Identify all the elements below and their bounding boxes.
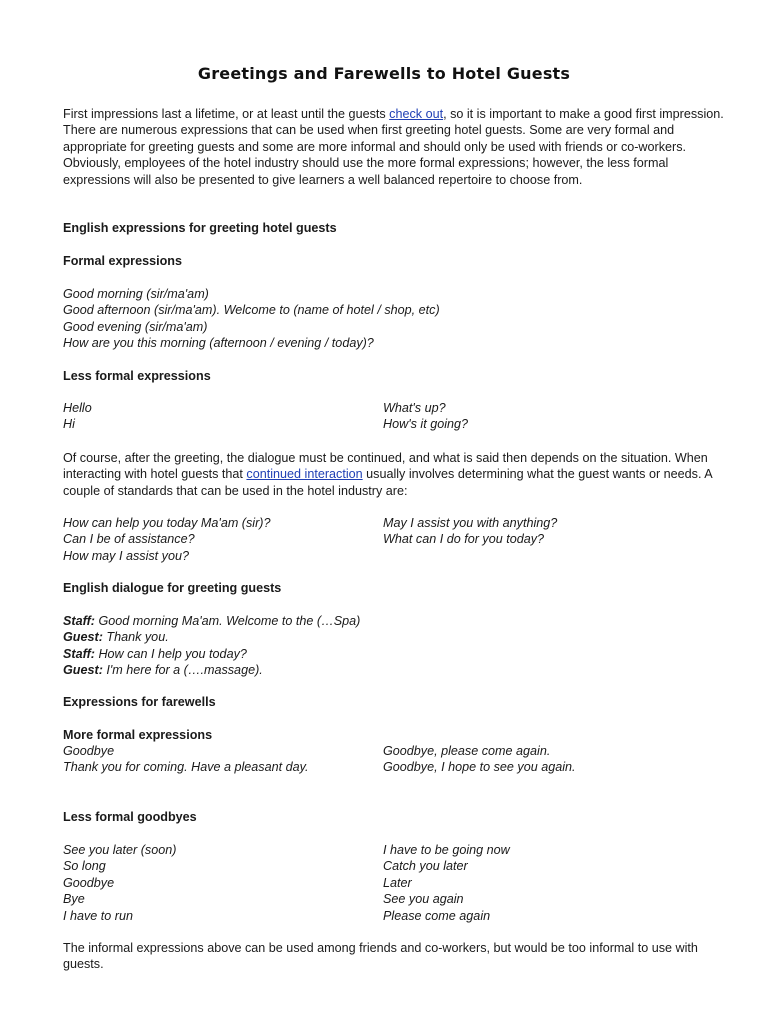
- dialogue-line: [63, 646, 735, 662]
- dialogue-text: I'm here for a (….massage).: [102, 663, 263, 678]
- table-row: [63, 858, 735, 874]
- dialogue-line: [63, 629, 735, 645]
- continuation-text-start: Of course, after the greeting, the dialogue must be continued, and what is said then depends on the situation. When interacting with hotel guests that: [63, 451, 708, 482]
- more-formal-expressions-heading: More formal expressions: [63, 728, 213, 742]
- list-item: I have to be going now: [383, 843, 510, 857]
- continuation-text-end: usually involves determining what the guest wants or needs. A couple of standards that can be used in the hotel industry are:: [63, 467, 712, 498]
- list-item: How are you this morning (afternoon / evening / today)?: [63, 336, 374, 351]
- dialogue-line: [63, 662, 735, 678]
- formal-farewells-table: [63, 743, 735, 776]
- list-item: Goodbye, I hope to see you again.: [383, 760, 576, 775]
- list-item: Thank you for coming. Have a pleasant day.: [63, 760, 309, 775]
- speaker-label: Guest:: [63, 663, 103, 678]
- list-item: [383, 548, 723, 564]
- check-out-link[interactable]: check out: [389, 107, 444, 121]
- page-title: Greetings and Farewells to Hotel Guests: [197, 64, 571, 83]
- farewells-heading: Expressions for farewells: [63, 695, 216, 709]
- dialogue-text: How can I help you today?: [94, 646, 247, 661]
- list-item: So long: [63, 859, 106, 874]
- table-row: [63, 875, 735, 891]
- table-row: [63, 743, 735, 759]
- list-item: Hello: [63, 401, 92, 415]
- speaker-label: Staff:: [63, 614, 95, 628]
- list-item: How can help you today Ma'am (sir)?: [63, 516, 271, 530]
- list-item: I have to run: [63, 908, 134, 923]
- continuation-paragraph: [63, 450, 735, 499]
- formal-expressions-list: [63, 286, 735, 352]
- list-item: Good evening (sir/ma'am): [63, 319, 208, 334]
- formal-expressions-heading: Formal expressions: [63, 254, 182, 268]
- closing-paragraph: The informal expressions above can be used among friends and co-workers, but would be too informal to use with guests.: [63, 941, 698, 972]
- table-row: [63, 515, 735, 531]
- list-item: See you later (soon): [63, 843, 177, 857]
- less-formal-expressions-heading: Less formal expressions: [63, 369, 211, 383]
- table-row: [63, 531, 735, 547]
- speaker-label: Guest:: [63, 630, 103, 645]
- list-item: How may I assist you?: [63, 548, 189, 563]
- table-row: [63, 759, 735, 775]
- list-item: Bye: [63, 892, 85, 907]
- list-item: May I assist you with anything?: [383, 516, 558, 530]
- less-formal-goodbyes-heading: Less formal goodbyes: [63, 810, 197, 824]
- intro-paragraph: [63, 106, 735, 188]
- table-row: [63, 908, 735, 924]
- less-formal-expressions-table: [63, 400, 735, 433]
- standard-phrases-table: [63, 515, 735, 564]
- list-item: Hi: [63, 417, 75, 432]
- intro-text-start: First impressions last a lifetime, or at least until the guests: [63, 107, 390, 121]
- table-row: [63, 891, 735, 907]
- dialogue-lines: [63, 613, 735, 679]
- dialogue-line: [63, 613, 735, 629]
- list-item: Later: [383, 875, 412, 890]
- dialogue-text: Thank you.: [102, 630, 169, 645]
- list-item: See you again: [383, 892, 464, 907]
- list-item: Catch you later: [383, 859, 468, 874]
- dialogue-heading: English dialogue for greeting guests: [63, 581, 282, 595]
- table-row: [63, 400, 735, 416]
- speaker-label: Staff:: [63, 646, 95, 661]
- continued-interaction-link[interactable]: continued interaction: [246, 467, 363, 482]
- list-item: What's up?: [383, 401, 446, 415]
- list-item: Please come again: [383, 908, 491, 923]
- table-row: [63, 842, 735, 858]
- list-item: Goodbye: [63, 744, 115, 758]
- list-item: Good morning (sir/ma'am): [63, 287, 209, 301]
- greeting-section-heading: English expressions for greeting hotel guests: [63, 221, 337, 235]
- list-item: Can I be of assistance?: [63, 532, 195, 547]
- list-item: What can I do for you today?: [383, 532, 545, 547]
- list-item: Goodbye: [63, 875, 115, 890]
- table-row: [63, 548, 735, 564]
- dialogue-text: Good morning Ma'am. Welcome to the (…Spa): [94, 614, 361, 628]
- list-item: Goodbye, please come again.: [383, 744, 551, 758]
- table-row: [63, 416, 735, 432]
- list-item: How's it going?: [383, 417, 469, 432]
- intro-text-end: , so it is important to make a good first impression. There are numerous expressions that can be used when first greeting hotel guests. Some are very formal and appropriate for greeting guests and some are more informal and should only be used with friends or co-workers. Obviously, employees of the hotel industry should use the more formal expressions; however, the less formal expressions will also be presented to give learners a well balanced repertoire to choose from.: [63, 107, 724, 187]
- list-item: Good afternoon (sir/ma'am). Welcome to (name of hotel / shop, etc): [63, 303, 440, 318]
- less-formal-goodbyes-table: [63, 842, 735, 924]
